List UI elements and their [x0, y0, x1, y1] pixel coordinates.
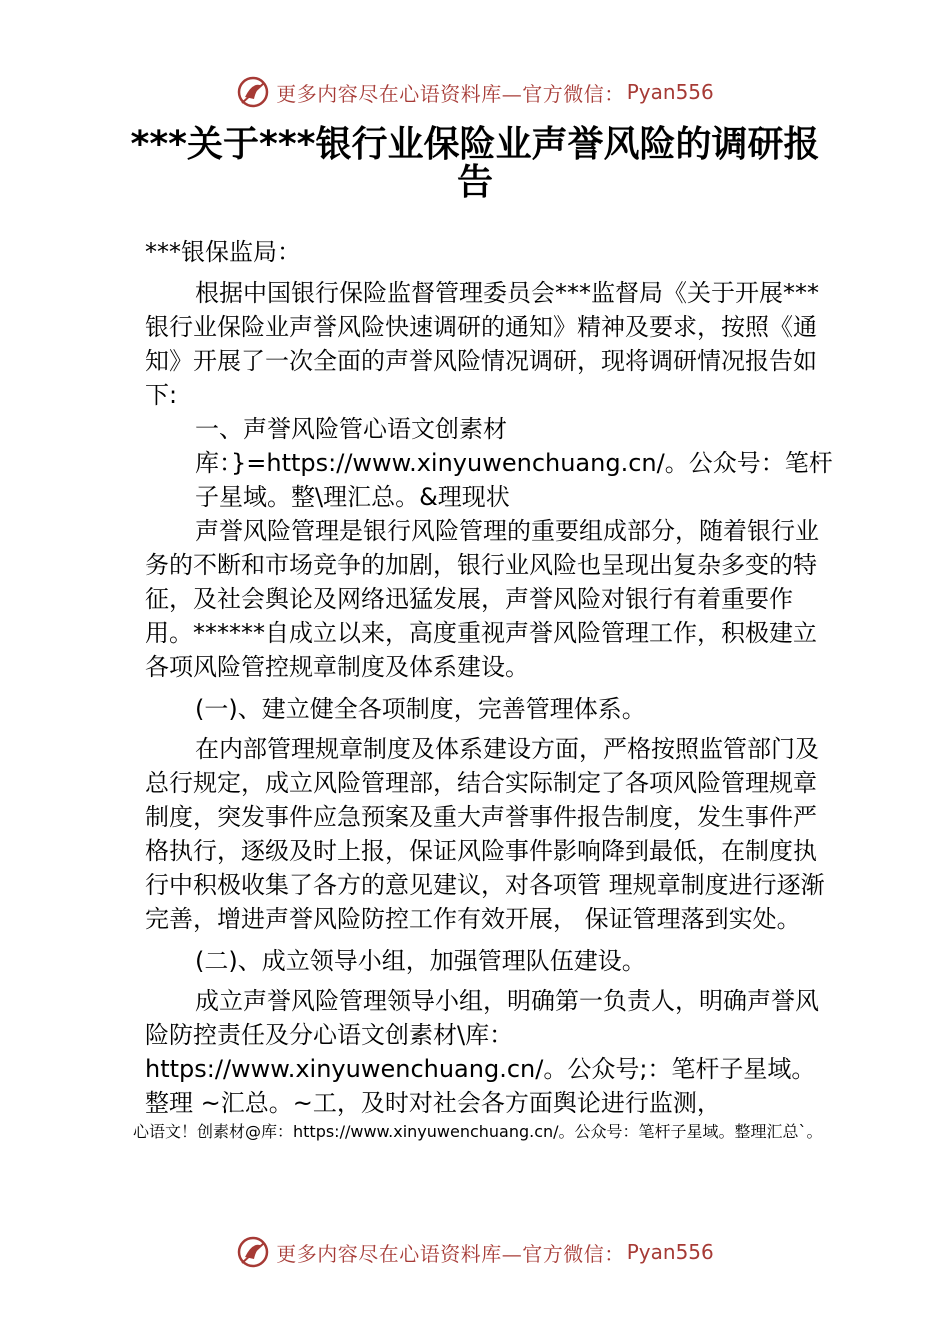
- header-banner: [0, 72, 950, 112]
- salutation: ***银保监局：: [145, 238, 301, 266]
- paragraph-overview: 声誉风险管理是银行风险管理的重要组成部分，随着银行业务的不断和市场竞争的加剧，银行业风险也呈现出复杂多变的特征，及社会舆论及网络迅猛发展，声誉风险对银行有着重要作用。******自成立以来，高度重视声誉风险管理工作，积极建立各项风险管控规章制度及体系建设。: [145, 517, 819, 681]
- paragraph-intro: 根据中国银行保险监督管理委员会***监督局《关于开展***银行业保险业声誉风险快速调研的通知》精神及要求，按照《通知》开展了一次全面的声誉风险情况调研，现将调研情况报告如下:: [145, 279, 819, 409]
- brand-logo-icon: [236, 1235, 270, 1269]
- footer-banner: [0, 1232, 950, 1272]
- banner-text: 更多内容尽在心语资料库—官方微信：: [276, 81, 625, 106]
- section-heading-1: 一、声誉风险管心语文创素材库：}=https://www.xinyuwenchuang.cn/。公众号：笔杆子星域。整\理汇总。&理现状: [195, 415, 833, 511]
- banner-text: 更多内容尽在心语资料库—官方微信：: [276, 1241, 625, 1266]
- banner-wechat-id: Pyan556: [626, 1240, 714, 1264]
- document-body: [145, 276, 835, 1120]
- brand-logo-icon: [236, 75, 270, 109]
- paragraph-team: 成立声誉风险管理领导小组，明确第一负责人，明确声誉风险防控责任及分心语文创素材\库：https://www.xinyuwenchuang.cn/。公众号;：笔杆子星域。整理 ~汇总。~工，及时对社会各方面舆论进行监测，: [145, 987, 819, 1117]
- banner-wechat-id: Pyan556: [626, 80, 714, 104]
- footnote: 心语文！创素材@库：https://www.xinyuwenchuang.cn/。公众号：笔杆子星域。整理汇总`。: [133, 1122, 823, 1141]
- document-title: ***关于***银行业保险业声誉风险的调研报告: [130, 124, 820, 203]
- subsection-heading-2: (二)、成立领导小组，加强管理队伍建设。: [195, 947, 646, 975]
- subsection-heading-1: (一)、建立健全各项制度，完善管理体系。: [195, 695, 646, 723]
- paragraph-system: 在内部管理规章制度及体系建设方面，严格按照监管部门及总行规定，成立风险管理部，结合实际制定了各项风险管理规章制度，突发事件应急预案及重大声誉事件报告制度，发生事件严格执行，逐级及时上报，保证风险事件影响降到最低，在制度执行中积极收集了各方的意见建议，对各项管 理规章制度进行逐渐完善，增进声誉风险防控工作有效开展， 保证管理落到实处。: [145, 735, 825, 933]
